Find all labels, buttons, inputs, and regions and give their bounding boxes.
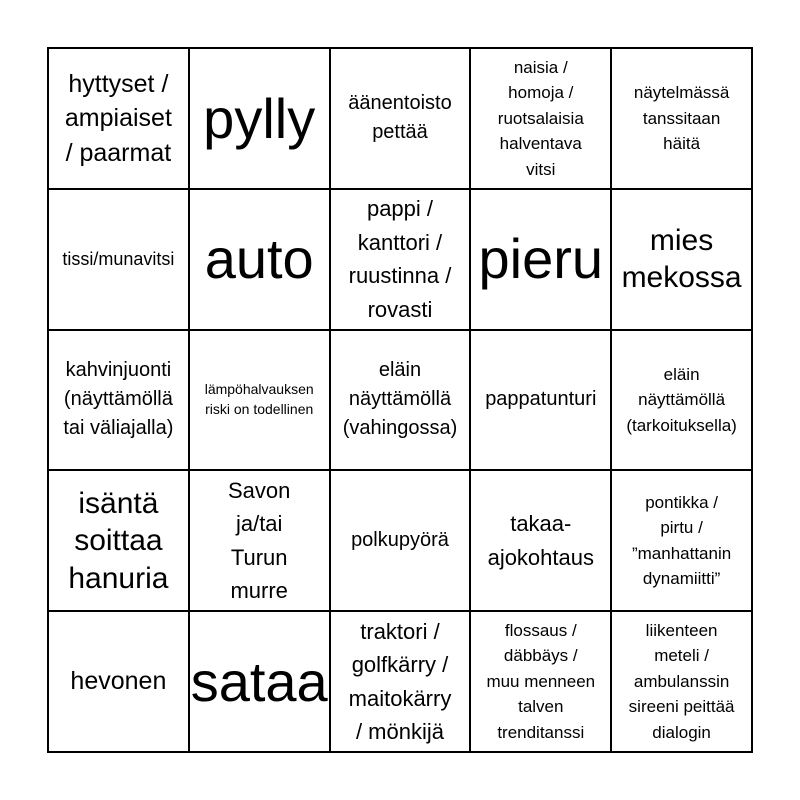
bingo-cell-text: hyttyset / ampiaiset / paarmat: [64, 69, 172, 167]
bingo-cell[interactable]: [331, 471, 472, 612]
bingo-cell-text: pylly: [203, 86, 316, 150]
bingo-cell-text: hevonen: [70, 667, 167, 696]
bingo-cell[interactable]: [49, 331, 190, 472]
bingo-cell-text: polkupyörä: [351, 529, 449, 552]
bingo-cell-text: takaa- ajokohtaus: [487, 511, 594, 570]
bingo-cell-text: isäntä soittaa hanuria: [68, 486, 169, 595]
bingo-cell-text: traktori / golfkärry / maitokärry / mönkijä: [348, 618, 452, 745]
bingo-cell[interactable]: [612, 612, 753, 753]
bingo-cell[interactable]: [331, 49, 472, 190]
bingo-cell-text: mies mekossa: [621, 223, 742, 295]
bingo-cell-text: tissi/munavitsi: [62, 248, 175, 269]
bingo-cell[interactable]: [471, 471, 612, 612]
bingo-cell-text: liikenteen meteli / ambulanssin sireeni peittää dialogin: [628, 620, 735, 742]
bingo-cell[interactable]: [612, 49, 753, 190]
bingo-grid: [47, 47, 753, 753]
bingo-cell[interactable]: [49, 471, 190, 612]
bingo-cell[interactable]: [471, 331, 612, 472]
bingo-cell[interactable]: [190, 190, 331, 331]
bingo-cell[interactable]: [331, 190, 472, 331]
bingo-cell[interactable]: [331, 331, 472, 472]
bingo-cell-text: auto: [204, 227, 314, 291]
bingo-cell[interactable]: [612, 190, 753, 331]
bingo-cell[interactable]: [49, 612, 190, 753]
bingo-cell-text: flossaus / däbbäys / muu menneen talven trenditanssi: [486, 620, 596, 742]
bingo-cell-text: pontikka / pirtu / ”manhattanin dynamiitti”: [631, 492, 732, 589]
bingo-cell-text: eläin näyttämöllä (vahingossa): [342, 359, 458, 440]
bingo-cell[interactable]: [49, 190, 190, 331]
bingo-cell-text: eläin näyttämöllä (tarkoituksella): [626, 364, 737, 435]
bingo-cell-text: kahvinjuonti (näyttämöllä tai väliajalla): [63, 359, 174, 440]
bingo-cell-text: Savon ja/tai Turun murre: [228, 477, 291, 604]
bingo-cell[interactable]: [471, 190, 612, 331]
bingo-cell-text: naisia / homoja / ruotsalaisia halventava vitsi: [497, 57, 584, 179]
bingo-cell[interactable]: [190, 331, 331, 472]
bingo-cell-text: äänentoisto pettää: [348, 92, 452, 144]
bingo-cell[interactable]: [190, 612, 331, 753]
bingo-cell[interactable]: [190, 471, 331, 612]
bingo-cell[interactable]: [471, 612, 612, 753]
bingo-cell-text: pappi / kanttori / ruustinna / rovasti: [348, 196, 452, 322]
bingo-cell[interactable]: [471, 49, 612, 190]
bingo-cell[interactable]: [49, 49, 190, 190]
bingo-cell[interactable]: [612, 471, 753, 612]
bingo-cell-text: sataa: [190, 649, 328, 713]
bingo-cell[interactable]: [331, 612, 472, 753]
bingo-cell-text: näytelmässä tanssitaan häitä: [633, 83, 730, 154]
bingo-cell-text: lämpöhalvauksen riski on todellinen: [204, 381, 314, 417]
bingo-cell[interactable]: [612, 331, 753, 472]
bingo-cell-text: pappatunturi: [485, 388, 597, 411]
bingo-cell[interactable]: [190, 49, 331, 190]
bingo-cell-text: pieru: [478, 227, 604, 291]
